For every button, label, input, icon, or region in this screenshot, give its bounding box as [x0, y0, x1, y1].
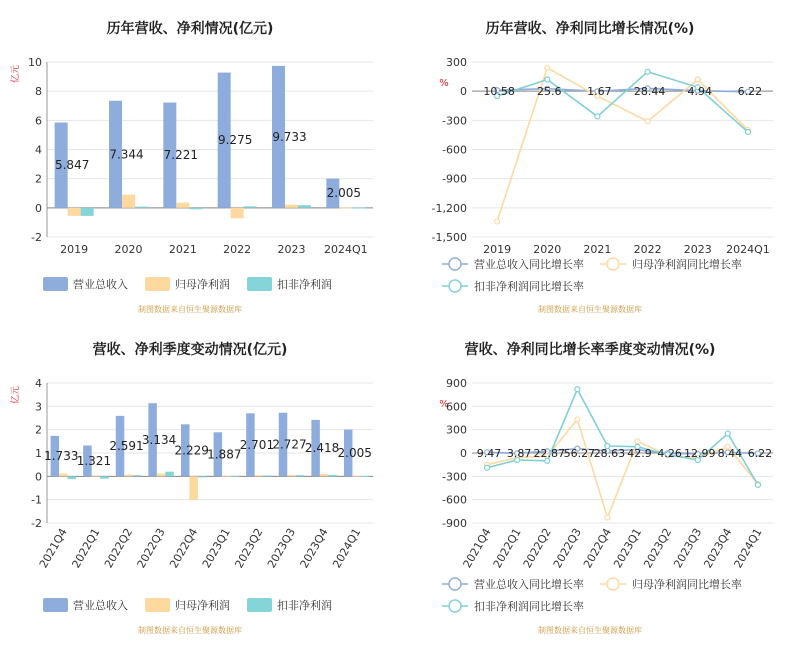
- x-tick-label: 2023Q3: [671, 526, 705, 571]
- series-point: [485, 465, 490, 470]
- x-tick-label: 2023Q2: [641, 526, 675, 571]
- chart-title: 历年营收、净利情况(亿元): [106, 21, 274, 37]
- annual-bar-chart: [9, 20, 373, 314]
- y-tick-label: 0: [460, 447, 467, 460]
- y-tick-label: 2: [35, 172, 42, 186]
- y-axis-unit-label: 亿元: [11, 385, 21, 405]
- x-tick-label: 2022Q1: [69, 526, 103, 571]
- legend-marker: [607, 258, 619, 270]
- y-tick-label: 10: [28, 56, 42, 69]
- x-tick-label: 2021Q4: [36, 526, 70, 571]
- bar-net-profit: [92, 475, 100, 476]
- bar-deducted-profit: [352, 208, 365, 209]
- legend-label: 营业总收入同比增长率: [474, 578, 584, 591]
- data-label: 56.27: [563, 447, 596, 460]
- bar-net-profit: [285, 205, 298, 208]
- bar-net-profit: [222, 476, 230, 477]
- y-tick-label: -1,500: [431, 231, 467, 244]
- bar-net-profit: [122, 195, 135, 208]
- data-label: 1.733: [44, 449, 79, 464]
- legend-marker: [449, 280, 461, 292]
- data-label: 1.321: [76, 453, 112, 468]
- legend-label: 归母净利润: [175, 278, 230, 291]
- bar-net-profit: [59, 474, 67, 477]
- data-label: 9.733: [272, 129, 307, 144]
- x-tick-label: 2019: [60, 243, 89, 256]
- data-label: 10.58: [483, 85, 515, 99]
- y-tick-label: -1,200: [431, 201, 467, 215]
- data-label: 42.9: [627, 447, 652, 460]
- x-tick-label: 2022Q2: [102, 526, 136, 571]
- series-point: [645, 119, 650, 124]
- legend-label: 扣非净利润同比增长率: [474, 600, 584, 613]
- y-axis-unit-label: %: [439, 78, 449, 89]
- data-label: 9.275: [217, 133, 253, 148]
- data-label: 3.134: [141, 432, 177, 447]
- source-note: 制图数据来自恒生聚源数据库: [138, 626, 242, 635]
- series-point: [605, 515, 610, 520]
- series-point: [495, 219, 500, 224]
- bar-net-profit: [68, 208, 81, 216]
- data-label: 4.26: [657, 447, 682, 460]
- y-tick-label: -900: [442, 172, 467, 186]
- y-tick-label: 300: [446, 56, 467, 69]
- bar-deducted-profit: [198, 476, 206, 477]
- y-tick-label: -900: [442, 517, 467, 530]
- x-tick-label: 2020: [533, 243, 562, 256]
- series-point: [745, 130, 750, 135]
- series-point: [725, 431, 730, 436]
- data-label: 2.005: [337, 445, 372, 460]
- x-tick-label: 2022Q4: [167, 526, 201, 571]
- annual-growth-chart: [432, 20, 773, 314]
- y-tick-label: 4: [35, 143, 42, 157]
- x-tick-label: 2024Q1: [726, 243, 770, 256]
- bar-deducted-profit: [81, 208, 94, 216]
- y-tick-label: -600: [442, 143, 467, 157]
- x-tick-label: 2022Q4: [580, 526, 615, 571]
- x-tick-label: 2021Q4: [460, 526, 494, 571]
- bar-net-profit: [231, 208, 244, 219]
- y-tick-label: 0: [35, 201, 42, 215]
- x-tick-label: 2019: [483, 243, 512, 256]
- x-tick-label: 2022: [633, 243, 662, 256]
- source-note: 制图数据来自恒生聚源数据库: [538, 305, 642, 314]
- bar-deducted-profit: [135, 207, 148, 208]
- bar-deducted-profit: [189, 208, 202, 209]
- chart-title: 历年营收、净利同比增长情况(%): [485, 21, 695, 37]
- y-tick-label: 8: [35, 85, 42, 99]
- quarterly-bar-chart: [9, 341, 373, 635]
- legend-label: 营业总收入同比增长率: [474, 258, 584, 271]
- data-label: 7.221: [163, 148, 199, 163]
- legend-marker: [607, 578, 619, 590]
- bar-net-profit: [320, 474, 328, 476]
- y-tick-label: 900: [446, 377, 467, 390]
- chart-title: 营收、净利季度变动情况(亿元): [92, 342, 288, 358]
- data-label: 2.229: [174, 443, 209, 458]
- legend-label: 扣非净利润: [277, 599, 332, 612]
- legend-swatch: [145, 277, 170, 291]
- series-point: [755, 482, 760, 487]
- y-tick-label: -300: [442, 114, 467, 128]
- data-label: 9.47: [476, 447, 502, 460]
- bar-deducted-profit: [165, 472, 173, 477]
- x-tick-label: 2023: [683, 243, 712, 256]
- bar-deducted-profit: [298, 205, 311, 208]
- series-point: [635, 439, 640, 444]
- legend-label: 营业总收入: [73, 599, 128, 612]
- x-tick-label: 2023Q2: [232, 526, 266, 571]
- y-tick-label: -2: [31, 517, 42, 530]
- y-tick-label: 600: [446, 400, 467, 414]
- y-tick-label: -600: [442, 493, 467, 507]
- data-label: 3.87: [506, 447, 532, 460]
- data-label: 28.63: [593, 447, 626, 460]
- legend-label: 扣非净利润同比增长率: [474, 280, 584, 293]
- bar-deducted-profit: [68, 476, 76, 479]
- x-tick-label: 2022Q2: [520, 526, 554, 571]
- quarterly-growth-chart: [439, 341, 773, 635]
- data-label: 6.22: [747, 447, 773, 460]
- y-tick-label: -2: [31, 231, 42, 244]
- x-tick-label: 2020: [114, 243, 143, 256]
- data-label: 2.701: [239, 437, 275, 452]
- y-tick-label: 3: [35, 400, 42, 414]
- legend-swatch: [43, 598, 68, 612]
- bar-net-profit: [287, 475, 295, 476]
- series-point: [545, 77, 550, 82]
- series-line-net-profit: [487, 420, 758, 518]
- bar-net-profit: [124, 474, 132, 476]
- y-tick-label: 300: [446, 423, 467, 437]
- legend-label: 归母净利润同比增长率: [632, 258, 742, 271]
- y-tick-label: 0: [35, 470, 42, 484]
- legend-swatch: [145, 598, 170, 612]
- x-tick-label: 2023Q4: [297, 526, 331, 571]
- data-label: 1.67: [587, 85, 612, 99]
- legend-label: 扣非净利润: [277, 278, 332, 291]
- data-label: 2.591: [109, 439, 144, 454]
- bar-net-profit: [189, 476, 197, 500]
- legend-marker: [449, 258, 461, 270]
- x-tick-label: 2022: [223, 243, 252, 256]
- x-tick-label: 2023Q3: [265, 526, 299, 571]
- bar-deducted-profit: [296, 475, 304, 476]
- bar-net-profit: [352, 476, 360, 477]
- chart-title: 营收、净利同比增长率季度变动情况(%): [464, 342, 716, 358]
- bar-deducted-profit: [263, 475, 271, 476]
- bar-net-profit: [157, 474, 165, 477]
- bar-deducted-profit: [328, 475, 336, 476]
- legend-swatch: [247, 277, 272, 291]
- x-tick-label: 2022Q1: [490, 526, 524, 571]
- x-tick-label: 2023Q1: [611, 526, 645, 571]
- x-tick-label: 2023Q4: [701, 526, 735, 571]
- y-tick-label: -1: [31, 493, 42, 507]
- x-tick-label: 2024Q1: [324, 243, 368, 256]
- x-tick-label: 2024Q1: [731, 526, 765, 571]
- x-tick-label: 2023Q1: [199, 526, 233, 571]
- x-tick-label: 2022Q3: [134, 526, 168, 571]
- y-tick-label: 1: [35, 447, 42, 460]
- data-label: 4.94: [687, 85, 712, 99]
- data-label: 12.99: [684, 447, 716, 460]
- y-axis-unit-label: 亿元: [11, 64, 21, 84]
- x-tick-label: 2022Q3: [550, 526, 584, 571]
- series-point: [575, 387, 580, 392]
- bar-deducted-profit: [133, 475, 141, 476]
- data-label: 2.418: [304, 441, 340, 456]
- x-tick-label: 2021: [583, 243, 612, 256]
- bar-net-profit: [339, 207, 352, 208]
- y-tick-label: 0: [460, 85, 467, 99]
- series-point: [695, 77, 700, 82]
- series-line-deducted-profit: [497, 72, 748, 132]
- legend-marker: [449, 578, 461, 590]
- series-line-deducted-profit: [487, 389, 758, 485]
- source-note: 制图数据来自恒生聚源数据库: [538, 626, 642, 635]
- series-point: [645, 69, 650, 74]
- y-tick-label: 2: [35, 423, 42, 437]
- x-tick-label: 2023: [277, 243, 306, 256]
- y-axis-unit-label: %: [439, 399, 449, 410]
- legend-label: 归母净利润同比增长率: [632, 578, 742, 591]
- y-tick-label: -300: [442, 470, 467, 484]
- data-label: 2.005: [326, 186, 362, 201]
- data-label: 6.22: [737, 85, 763, 99]
- data-label: 7.344: [109, 147, 144, 162]
- series-point: [545, 65, 550, 70]
- source-note: 制图数据来自恒生聚源数据库: [138, 305, 242, 314]
- bar-deducted-profit: [100, 476, 108, 478]
- bar-deducted-profit: [361, 476, 369, 477]
- legend-swatch: [247, 598, 272, 612]
- legend-label: 归母净利润: [175, 599, 230, 612]
- data-label: 28.44: [633, 85, 666, 99]
- series-point: [575, 417, 580, 422]
- y-tick-label: 4: [35, 377, 42, 390]
- bar-net-profit: [255, 475, 263, 476]
- y-tick-label: 6: [35, 114, 42, 128]
- data-label: 22.87: [533, 447, 565, 460]
- legend-marker: [449, 600, 461, 612]
- legend-label: 营业总收入: [73, 278, 128, 291]
- data-label: 5.847: [54, 158, 90, 173]
- data-label: 8.44: [717, 447, 743, 460]
- series-point: [595, 114, 600, 119]
- x-tick-label: 2024Q1: [330, 526, 364, 571]
- data-label: 2.727: [272, 437, 307, 452]
- bar-deducted-profit: [244, 206, 257, 207]
- x-tick-label: 2021: [168, 243, 197, 256]
- bar-net-profit: [176, 203, 189, 208]
- data-label: 1.887: [207, 447, 242, 462]
- legend-swatch: [43, 277, 68, 291]
- data-label: 25.6: [537, 85, 562, 99]
- bar-deducted-profit: [231, 476, 239, 477]
